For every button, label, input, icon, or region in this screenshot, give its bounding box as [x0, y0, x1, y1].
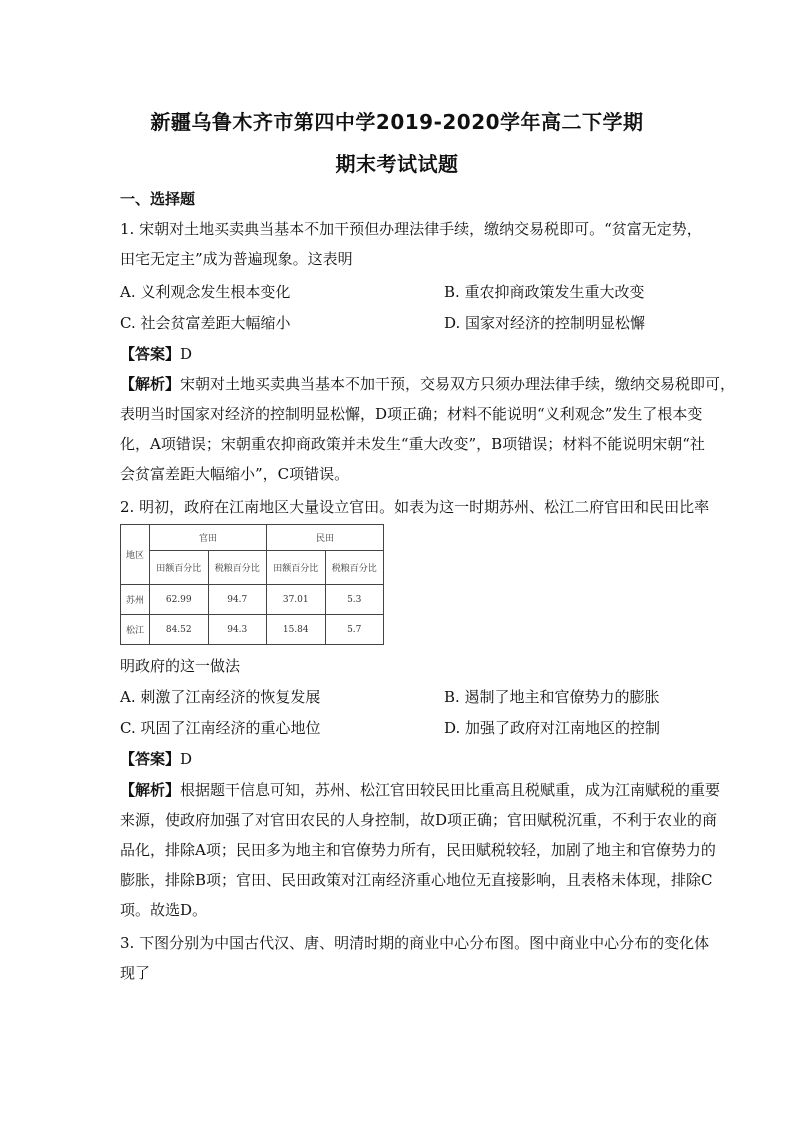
q2-stem-line2: 明政府的这一做法 — [120, 657, 241, 675]
table-header-region: 地区 — [121, 525, 150, 585]
q1-stem-line1: 1. 宋朝对土地买卖典当基本不加干预但办理法律手续，缴纳交易税即可。“贫富无定势， — [120, 220, 702, 238]
page-title-line1: 新疆乌鲁木齐市第四中学2019-2020学年高二下学期 — [150, 110, 644, 134]
q2-option-d: D. 加强了政府对江南地区的控制 — [444, 719, 661, 737]
q2-option-c: C. 巩固了江南经济的重心地位 — [120, 719, 321, 737]
q2-analysis-line3: 品化，排除A项；民田多为地主和官僚势力所有，民田赋税较轻，加剧了地主和官僚势力的 — [120, 841, 716, 859]
q2-option-a: A. 刺激了江南经济的恢复发展 — [120, 688, 321, 706]
q2-answer — [120, 748, 192, 769]
q2-option-b: B. 遏制了地主和官僚势力的膨胀 — [444, 688, 660, 706]
q1-option-d: D. 国家对经济的控制明显松懈 — [444, 314, 646, 332]
table-cell: 94.3 — [208, 615, 267, 645]
table-header-private-land: 民田 — [267, 525, 384, 551]
section-heading: 一、选择题 — [120, 190, 196, 208]
q2-analysis-label: 【解析】 — [120, 781, 181, 799]
table-cell: 62.99 — [150, 585, 209, 615]
q3-stem-line2: 现了 — [120, 964, 151, 982]
q1-analysis-line1 — [120, 373, 735, 394]
table-subheader: 税粮百分比 — [325, 551, 384, 585]
q2-answer-label: 【答案】 — [120, 750, 181, 768]
q2-analysis-line5: 项。故选D。 — [120, 901, 208, 919]
q1-answer-value: D — [180, 345, 193, 363]
table-cell: 37.01 — [267, 585, 326, 615]
q1-option-a: A. 义利观念发生根本变化 — [120, 283, 291, 301]
q1-analysis-line2: 表明当时国家对经济的控制明显松懈，D项正确；材料不能说明“义利观念”发生了根本变 — [120, 405, 703, 423]
q3-stem-line1: 3. 下图分别为中国古代汉、唐、明清时期的商业中心分布图。图中商业中心分布的变化体 — [120, 934, 710, 952]
q2-answer-value: D — [180, 750, 193, 768]
table-cell-region: 松江 — [121, 615, 150, 645]
table-cell: 84.52 — [150, 615, 209, 645]
table-cell: 5.3 — [325, 585, 384, 615]
table-cell-region: 苏州 — [121, 585, 150, 615]
table-cell: 5.7 — [325, 615, 384, 645]
q1-analysis-line4: 会贫富差距大幅缩小”，C项错误。 — [120, 465, 350, 483]
table-row — [121, 615, 384, 645]
q1-answer — [120, 343, 192, 364]
q2-land-ratio-table — [120, 524, 384, 645]
table-subheader: 税粮百分比 — [208, 551, 267, 585]
q2-analysis-line1 — [120, 779, 720, 800]
q1-answer-label: 【答案】 — [120, 345, 181, 363]
table-cell: 15.84 — [267, 615, 326, 645]
q2-analysis-line2: 来源，使政府加强了对官田农民的人身控制，故D项正确；官田赋税沉重，不利于农业的商 — [120, 811, 718, 829]
q1-analysis-line3: 化，A项错误；宋朝重农抑商政策并未发生“重大改变”，B项错误；材料不能说明宋朝“社 — [120, 435, 705, 453]
q1-option-b: B. 重农抑商政策发生重大改变 — [444, 283, 645, 301]
table-subheader: 田额百分比 — [150, 551, 209, 585]
q1-analysis-text1: 宋朝对土地买卖典当基本不加干预，交易双方只须办理法律手续，缴纳交易税即可， — [180, 375, 736, 393]
page-title-line2: 期末考试试题 — [335, 152, 459, 176]
q2-analysis-line4: 膨胀，排除B项；官田、民田政策对江南经济重心地位无直接影响，且表格未体现，排除C — [120, 871, 713, 889]
q1-stem-line2: 田宅无定主”成为普遍现象。这表明 — [120, 250, 353, 268]
q2-stem-line1: 2. 明初，政府在江南地区大量设立官田。如表为这一时期苏州、松江二府官田和民田比率 — [120, 498, 710, 516]
q2-analysis-text1: 根据题干信息可知，苏州、松江官田较民田比重高且税赋重，成为江南赋税的重要 — [180, 781, 721, 799]
q1-option-c: C. 社会贫富差距大幅缩小 — [120, 314, 291, 332]
table-cell: 94.7 — [208, 585, 267, 615]
table-row — [121, 585, 384, 615]
q1-analysis-label: 【解析】 — [120, 375, 181, 393]
table-header-official-land: 官田 — [150, 525, 267, 551]
table-subheader: 田额百分比 — [267, 551, 326, 585]
